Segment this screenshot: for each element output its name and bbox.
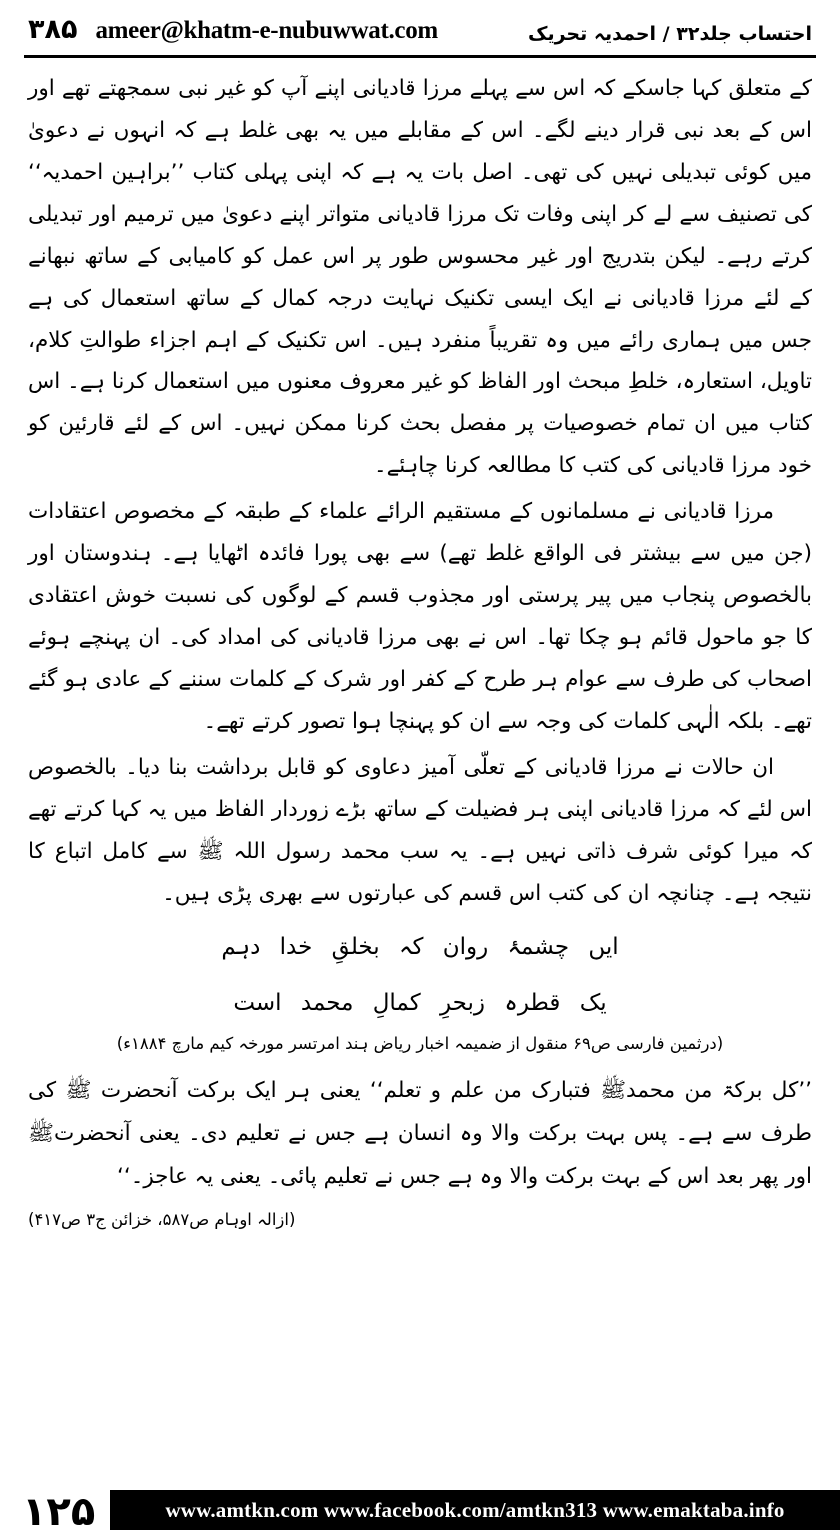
paragraph-1: کے متعلق کہا جاسکے کہ اس سے پہلے مرزا قادیانی اپنے آپ کو غیر نبی سمجھتے تھے اور اس کے بعد نبی قرار دینے لگے۔ اس کے مقابلے میں یہ بھی غلط ہے کہ انہوں نے دعویٰ میں کوئی تبدیلی نہیں کی تھی۔ اصل بات یہ ہے کہ اپنی پہلی کتاب ’’براہین احمدیہ‘‘ کی تصنیف سے لے کر اپنی وفات تک مرزا قادیانی متواتر اپنے دعویٰ میں ترمیم اور تبدیلی کرتے رہے۔ لیکن بتدریج اور غیر محسوس طور پر اس عمل کو کامیابی کے ساتھ نبھانے کے لئے مرزا قادیانی نے ایک ایسی تکنیک نہایت درجہ کمال کے ساتھ استعمال کی ہے جس میں ہماری رائے میں وہ تقریباً منفرد ہیں۔ اس تکنیک کے اہم اجزاء طوالتِ کلام، تاویل، استعارہ، خلطِ مبحث اور الفاظ کو غیر معروف معنوں میں استعمال کرنا ہے۔ اس کتاب میں ان تمام خصوصیات پر مفصل بحث کرنا ممکن نہیں۔ اس کے لئے قارئین کو خود مرزا قادیانی کی کتب کا مطالعہ کرنا چاہئے۔ <box>28 76 812 479</box>
verse-line-2: یک قطرہ زبحرِ کمالِ محمد است <box>233 990 607 1017</box>
header-email: ameer@khatm-e-nubuwwat.com <box>95 17 438 44</box>
page-footer <box>0 1474 840 1540</box>
header-left-group <box>28 14 438 45</box>
footer-page-number: ۱۲۵ <box>22 1489 96 1535</box>
page-body <box>22 68 818 1236</box>
book-title-header: احتساب جلد۳۲ / احمدیہ تحریک <box>528 23 812 45</box>
quote-reference: (ازالہ اوہام ص۵۸۷، خزائن ج۳ ص۴۱۷) <box>28 1209 296 1229</box>
page-header <box>22 14 818 51</box>
footer-links[interactable]: www.amtkn.com www.facebook.com/amtkn313 www.emaktaba.info <box>110 1490 840 1530</box>
header-divider <box>24 55 816 58</box>
header-page-number: ۳۸۵ <box>28 14 78 45</box>
verse-line-1: ایں چشمۂ روان کہ بخلقِ خدا دہم <box>221 934 619 961</box>
arabic-quote: ’’کل برکۃ من محمدﷺ فتبارک من علم و تعلم‘‘ یعنی ہر ایک برکت آنحضرت ﷺ کی طرف سے ہے۔ پس بہت برکت والا وہ انسان ہے جس نے تعلیم دی۔ یعنی آنحضرتﷺ اور پھر بعد اس کے بہت برکت والا وہ ہے جس نے تعلیم پائی۔ یعنی یہ عاجز۔‘‘ <box>28 1077 812 1189</box>
verse-reference: (درثمین فارسی ص۶۹ منقول از ضمیمہ اخبار ریاض ہند امرتسر مورخہ کیم مارچ ۱۸۸۴ء) <box>116 1034 724 1054</box>
paragraph-2: مرزا قادیانی نے مسلمانوں کے مستقیم الرائے علماء کے طبقہ کے مخصوص اعتقادات (جن میں سے بیشتر فی الواقع غلط تھے) سے بھی پورا فائدہ اٹھایا ہے۔ ہندوستان اور بالخصوص پنجاب میں پیر پرستی اور مجذوب قسم کے لوگوں کی نسبت خوش اعتقادی کا جو ماحول قائم ہو چکا تھا۔ اس نے بھی مرزا قادیانی کی امداد کی۔ ان پہنچے ہوئے اصحاب کی طرف سے عوام ہر طرح کے کفر اور شرک کے کلمات سننے کے عادی ہو گئے تھے۔ بلکہ الٰہی کلمات کی وجہ سے ان کو پہنچا ہوا تصور کرتے تھے۔ <box>28 499 812 734</box>
paragraph-3: ان حالات نے مرزا قادیانی کے تعلّی آمیز دعاوی کو قابل برداشت بنا دیا۔ بالخصوص اس لئے کہ مرزا قادیانی اپنی ہر فضیلت کے ساتھ بڑے زوردار الفاظ میں یہ کہا کرتے تھے کہ میرا کوئی شرف ذاتی نہیں ہے۔ یہ سب محمد رسول اللہ ﷺ سے کامل اتباع کا نتیجہ ہے۔ چنانچہ ان کی کتب اس قسم کی عبارتوں سے بھری پڑی ہیں۔ <box>28 754 812 906</box>
